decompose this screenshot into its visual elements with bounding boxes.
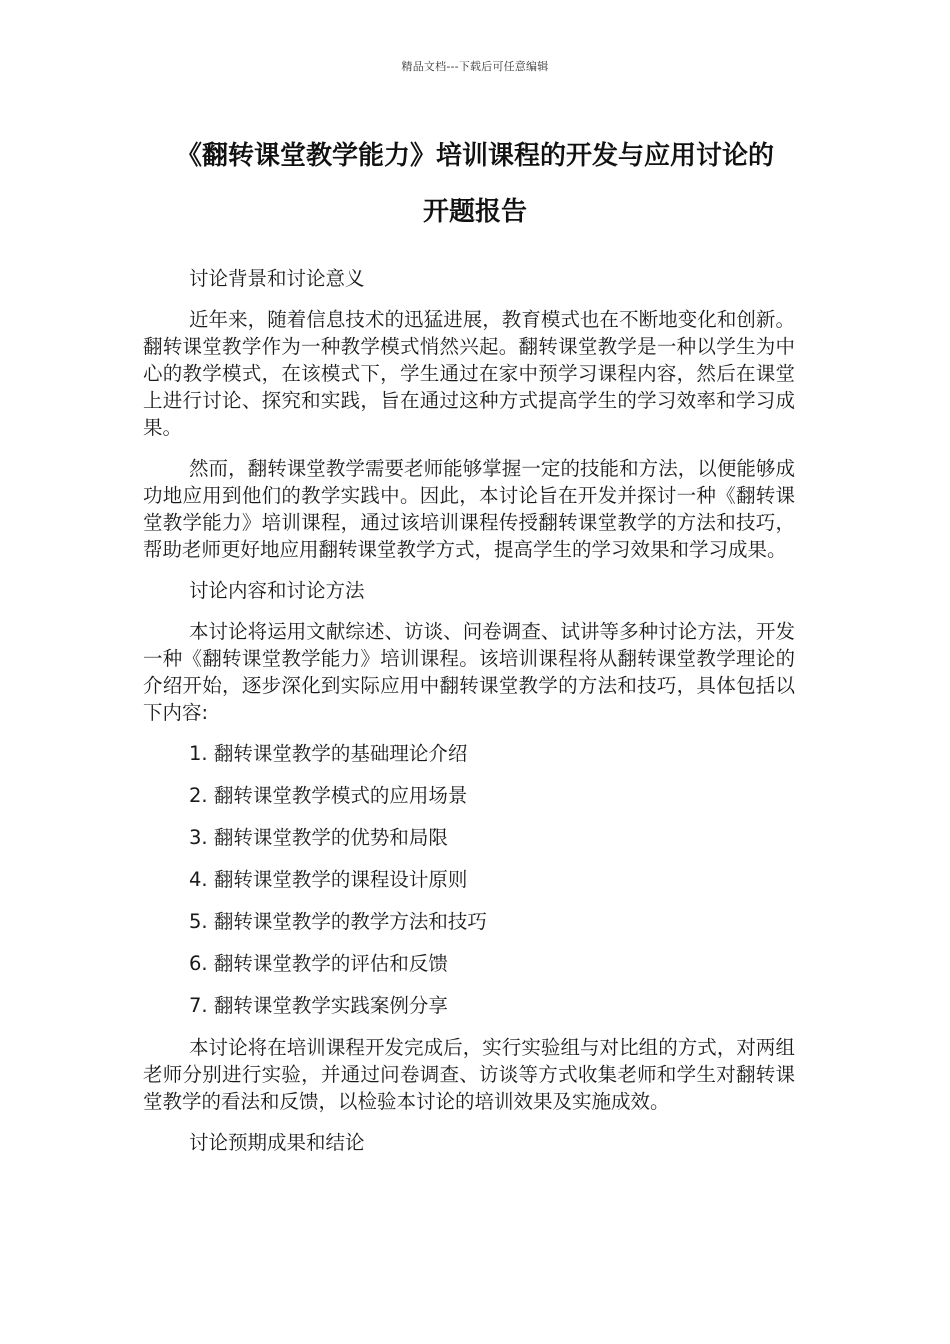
list-item-text: 翻转课堂教学的课程设计原则 bbox=[213, 868, 468, 891]
list-item bbox=[143, 908, 795, 935]
list-item-number: 3. bbox=[189, 826, 208, 849]
list-item bbox=[143, 824, 795, 851]
title-line-2: 开题报告 bbox=[422, 197, 527, 227]
list-item bbox=[143, 866, 795, 893]
list-item-text: 翻转课堂教学实践案例分享 bbox=[213, 994, 448, 1017]
paragraph-background: 近年来，随着信息技术的迅猛进展，教育模式也在不断地变化和创新。翻转课堂教学作为一种教学模式悄然兴起。翻转课堂教学是一种以学生为中心的教学模式，在该模式下，学生通过在家中预学习课程内容，然后在课堂上进行讨论、探究和实践，旨在通过这种方式提高学生的学习效率和学习成果。 bbox=[143, 308, 795, 439]
paragraph-purpose: 然而，翻转课堂教学需要老师能够掌握一定的技能和方法，以便能够成功地应用到他们的教学实践中。因此，本讨论旨在开发并探讨一种《翻转课堂教学能力》培训课程，通过该培训课程传授翻转课堂教学的方法和技巧，帮助老师更好地应用翻转课堂教学方式，提高学生的学习效果和学习成果。 bbox=[143, 457, 795, 561]
list-item-text: 翻转课堂教学模式的应用场景 bbox=[213, 784, 468, 807]
list-item bbox=[143, 740, 795, 767]
list-item bbox=[143, 992, 795, 1019]
paragraph-methods: 本讨论将运用文献综述、访谈、问卷调查、试讲等多种讨论方法，开发一种《翻转课堂教学能力》培训课程。该培训课程将从翻转课堂教学理论的介绍开始，逐步深化到实际应用中翻转课堂教学的方法和技巧，具体包括以下内容: bbox=[143, 620, 795, 724]
section-heading-outcomes: 讨论预期成果和结论 bbox=[189, 1131, 365, 1154]
list-item bbox=[143, 950, 795, 977]
list-item-text: 翻转课堂教学的评估和反馈 bbox=[213, 952, 448, 975]
document-title bbox=[120, 128, 830, 240]
list-item-number: 4. bbox=[189, 868, 208, 891]
paragraph-experiment: 本讨论将在培训课程开发完成后，实行实验组与对比组的方式，对两组老师分别进行实验，并通过问卷调查、访谈等方式收集老师和学生对翻转课堂教学的看法和反馈，以检验本讨论的培训效果及实施成效。 bbox=[143, 1036, 795, 1113]
list-item-text: 翻转课堂教学的教学方法和技巧 bbox=[213, 910, 487, 933]
list-item-number: 7. bbox=[189, 994, 208, 1017]
header-note: 精品文档---下载后可任意编辑 bbox=[401, 60, 549, 73]
list-item bbox=[143, 782, 795, 809]
list-item-number: 2. bbox=[189, 784, 208, 807]
list-item-number: 6. bbox=[189, 952, 208, 975]
section-heading-content: 讨论内容和讨论方法 bbox=[189, 579, 365, 602]
content-list bbox=[143, 740, 795, 1019]
list-item-number: 5. bbox=[189, 910, 208, 933]
list-item-text: 翻转课堂教学的优势和局限 bbox=[213, 826, 448, 849]
section-heading-background: 讨论背景和讨论意义 bbox=[189, 267, 365, 290]
title-line-1: 《翻转课堂教学能力》培训课程的开发与应用讨论的 bbox=[175, 141, 774, 171]
list-item-number: 1. bbox=[189, 742, 208, 765]
list-item-text: 翻转课堂教学的基础理论介绍 bbox=[213, 742, 468, 765]
document-body bbox=[143, 265, 795, 1170]
